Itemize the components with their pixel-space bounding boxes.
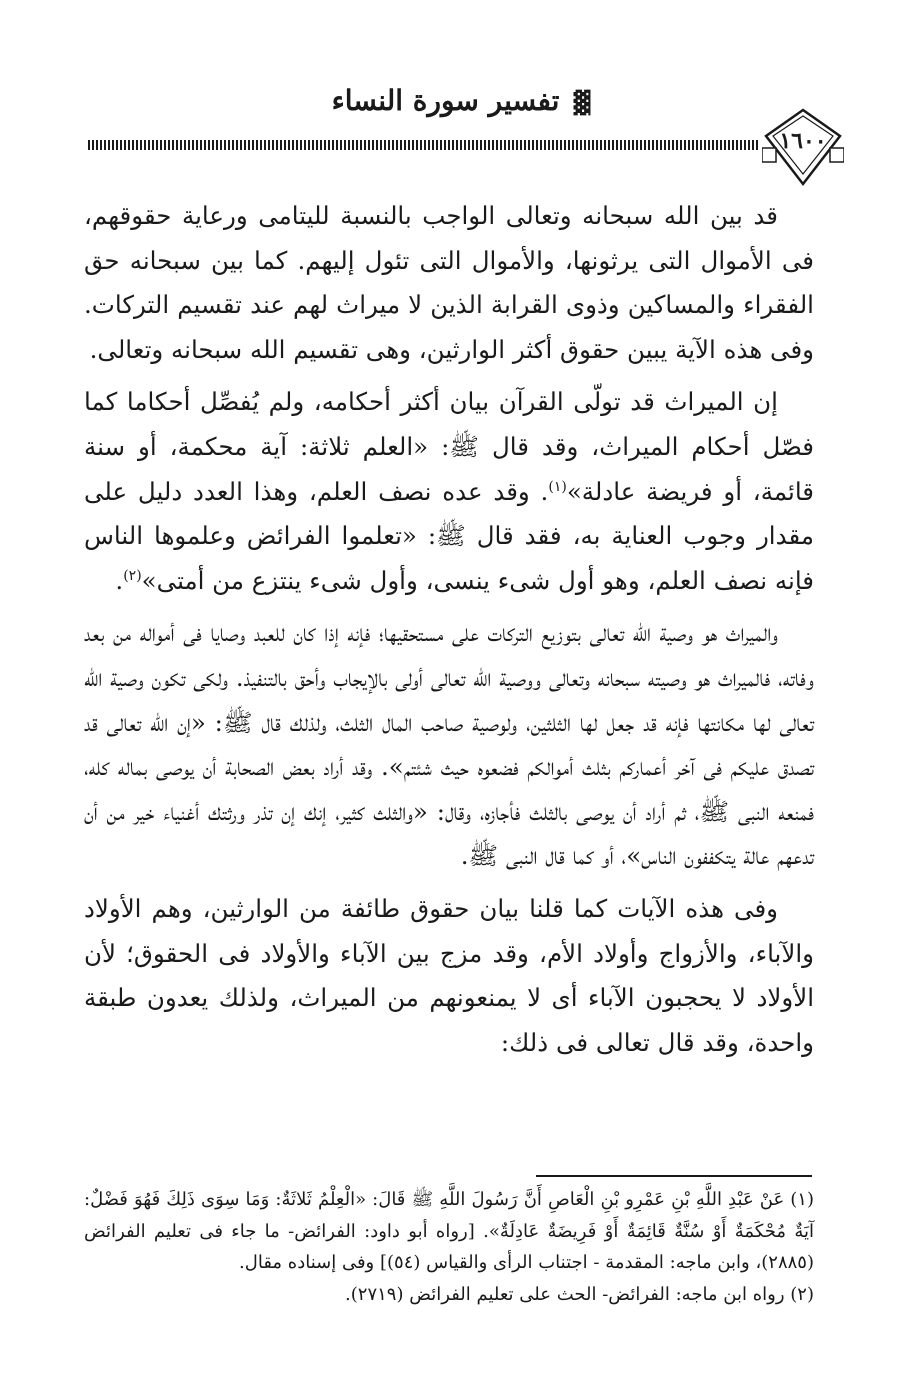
page-number: ١٦٠٠ bbox=[779, 128, 827, 154]
header-rule bbox=[88, 140, 760, 150]
body-text bbox=[84, 194, 814, 1073]
paragraph-2-end: . bbox=[115, 565, 124, 595]
header-ornament-icon: ▓ bbox=[573, 90, 591, 116]
paragraph-2-continued: . وقد عده نصف العلم، وهذا العدد دليل على مقدار وجوب العناية به، فقد قال ﷺ: «تعلموا الفرائض وعلموها الناس فإنه نصف العلم، وهو أول شىء ينسى، وأول شىء ينتزع من أمتى» bbox=[84, 476, 814, 595]
paragraph-3: والميراث هو وصية الله تعالى بتوزيع التركات على مستحقيها؛ فإنه إذا كان للعبد وصايا فى أمواله من بعد وفاته، فالميراث هو وصيته سبحانه وتعالى ووصية الله تعالى أولى بالإيجاب وأحق بالتنفيذ. ولكى تكون وصية الله تعالى لها مكانتها فإنه قد جعل لها الثلثين، ولوصية صاحب المال الثلث، ولذلك قال ﷺ: «إن الله تعالى قد تصدق عليكم فى آخر أعماركم بثلث أموالكم فضعوه حيث شئتم». وقد أراد بعض الصحابة أن يوصى بماله كله، فمنعه النبى ﷺ، ثم أراد أن يوصى بالثلث فأجازه، وقال: «والثلث كثير، إنك إن تذر ورثتك أغنياء خير من أن تدعهم عالة يتكففون الناس»، أو كما قال النبى ﷺ. bbox=[84, 618, 814, 871]
paragraph-2 bbox=[84, 380, 814, 603]
footnote-separator bbox=[536, 1175, 812, 1177]
paragraph-2-text: إن الميراث قد تولّى القرآن بيان أكثر أحكامه، ولم يُفصِّل أحكاما كما فصّل أحكام الميراث، وقد قال ﷺ: «العلم ثلاثة: آية محكمة، أو سنة قائمة، أو فريضة عادلة» bbox=[84, 387, 815, 506]
footnote-1: (١) عَنْ عَبْدِ اللَّهِ بْنِ عَمْرِو بْنِ الْعَاصِ أَنَّ رَسُولَ اللَّهِ ﷺ قَالَ: «الْعِلْمُ ثَلاثَةٌ: وَمَا سِوَى ذَلِكَ فَهُوَ فَضْلٌ: آيَةٌ مُحْكَمَةٌ أَوْ سُنَّةٌ قَائِمَةٌ أَوْ فَرِيضَةٌ عَادِلَةٌ». [رواه أبو داود: الفرائض- ما جاء فى تعليم الفرائض (٢٨٨٥)، وابن ماجه: المقدمة - اجتناب الرأى والقياس (٥٤)] وفى إسناده مقال. bbox=[84, 1189, 814, 1273]
paragraph-1: قد بين الله سبحانه وتعالى الواجب بالنسبة لليتامى ورعاية حقوقهم، فى الأموال التى يرثونها، والأموال التى تئول إليهم. كما بين سبحانه حق الفقراء والمساكين وذوى القرابة الذين لا ميراث لهم عند تقسيم التركات. وفى هذه الآية يبين حقوق أكثر الوارثين، وهى تقسيم الله سبحانه وتعالى. bbox=[84, 201, 814, 364]
footnote-2: (٢) رواه ابن ماجه: الفرائض- الحث على تعليم الفرائض (٢٧١٩). bbox=[345, 1283, 814, 1305]
footnote-ref-2[interactable]: (٢) bbox=[123, 567, 142, 584]
footnote-ref-1[interactable]: (١) bbox=[548, 478, 567, 495]
footnotes bbox=[84, 1184, 814, 1310]
paragraph-4: وفى هذه الآيات كما قلنا بيان حقوق طائفة من الوارثين، وهم الأولاد والآباء، والأزواج وأولاد الأم، وقد مزج بين الآباء والأولاد فى الحقوق؛ لأن الأولاد لا يحجبون الآباء أى لا يمنعونهم من الميراث، ولذلك يعدون طبقة واحدة، وقد قال تعالى فى ذلك: bbox=[84, 893, 814, 1057]
header-title: تفسير سورة النساء bbox=[331, 84, 560, 117]
